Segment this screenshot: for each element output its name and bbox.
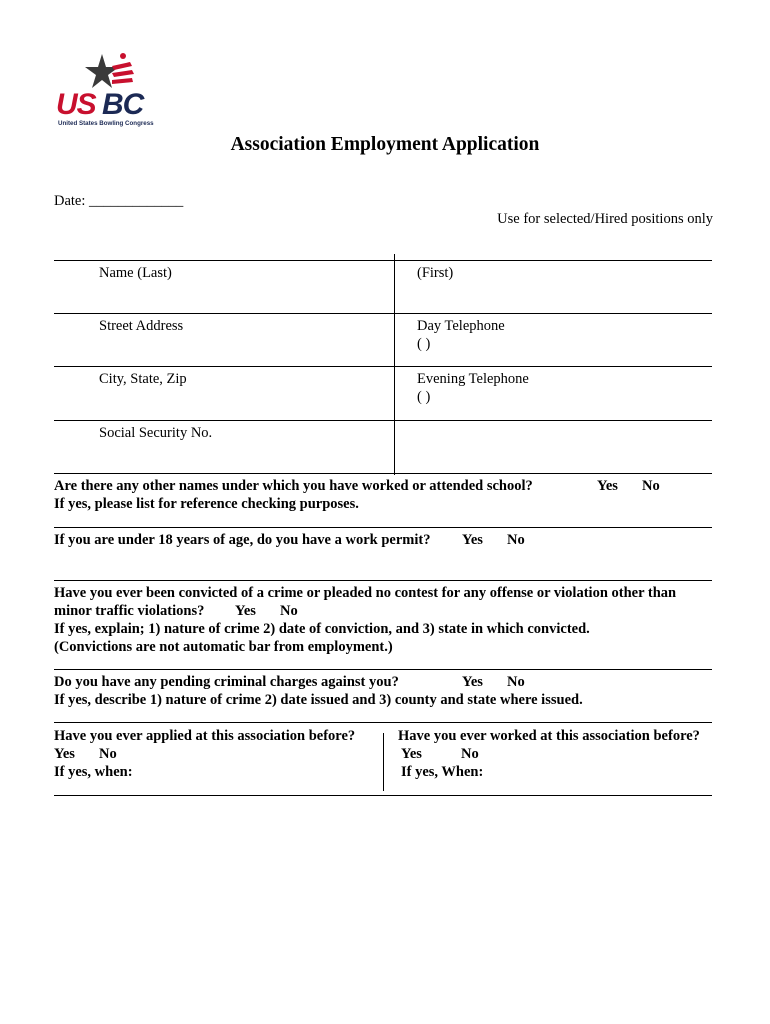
logo-subtitle: United States Bowling Congress (58, 120, 154, 127)
other-names-no[interactable]: No (642, 478, 660, 494)
other-names-instructions: If yes, please list for reference checking purposes. (54, 496, 359, 512)
svg-text:BC: BC (102, 88, 144, 121)
divider (54, 527, 712, 528)
column-divider (383, 733, 384, 791)
ssn-label: Social Security No. (99, 425, 213, 441)
name-last-label: Name (Last) (99, 265, 172, 281)
usbc-logo (52, 48, 176, 130)
other-names-yes[interactable]: Yes (597, 478, 618, 494)
pending-charges-no[interactable]: No (507, 674, 525, 690)
pending-charges-describe: If yes, describe 1) nature of crime 2) date issued and 3) county and state where issued. (54, 692, 583, 708)
conviction-no[interactable]: No (280, 603, 298, 619)
applied-before-question: Have you ever applied at this association before? (54, 728, 356, 744)
worked-before-no[interactable]: No (461, 746, 479, 762)
conviction-explain: If yes, explain; 1) nature of crime 2) date of conviction, and 3) state in which convicted. (54, 621, 590, 637)
divider (54, 366, 712, 367)
conviction-question: Have you ever been convicted of a crime or pleaded no contest for any offense or violation other than (54, 585, 677, 601)
svg-text:US: US (56, 88, 96, 121)
divider (54, 420, 712, 421)
other-names-question: Are there any other names under which you have worked or attended school? (54, 478, 533, 494)
date-field[interactable]: Date: _____________ (54, 193, 184, 209)
conviction-note: (Convictions are not automatic bar from employment.) (54, 639, 393, 655)
divider (54, 313, 712, 314)
name-first-label: (First) (417, 265, 454, 281)
divider (54, 795, 712, 796)
conviction-yes[interactable]: Yes (235, 603, 256, 619)
work-permit-question: If you are under 18 years of age, do you have a work permit? (54, 532, 431, 548)
page-title: Association Employment Application (230, 134, 540, 155)
divider (54, 722, 712, 723)
column-divider (394, 254, 395, 475)
conviction-question-cont: minor traffic violations? (54, 603, 205, 619)
day-telephone-label: Day Telephone (417, 318, 505, 334)
evening-telephone-label: Evening Telephone (417, 371, 529, 387)
pending-charges-question: Do you have any pending criminal charges against you? (54, 674, 399, 690)
use-note: Use for selected/Hired positions only (497, 211, 713, 227)
divider (54, 580, 712, 581)
street-address-label: Street Address (99, 318, 184, 334)
work-permit-no[interactable]: No (507, 532, 525, 548)
day-telephone-areacode: ( ) (417, 336, 431, 352)
worked-before-yes[interactable]: Yes (401, 746, 422, 762)
city-state-zip-label: City, State, Zip (99, 371, 187, 387)
applied-before-no[interactable]: No (99, 746, 117, 762)
applied-before-yes[interactable]: Yes (54, 746, 75, 762)
evening-telephone-areacode: ( ) (417, 389, 431, 405)
worked-before-when: If yes, When: (401, 764, 484, 780)
divider (54, 473, 712, 474)
divider (54, 260, 712, 261)
worked-before-question: Have you ever worked at this association before? (398, 728, 700, 744)
pending-charges-yes[interactable]: Yes (462, 674, 483, 690)
work-permit-yes[interactable]: Yes (462, 532, 483, 548)
divider (54, 669, 712, 670)
applied-before-when: If yes, when: (54, 764, 133, 780)
